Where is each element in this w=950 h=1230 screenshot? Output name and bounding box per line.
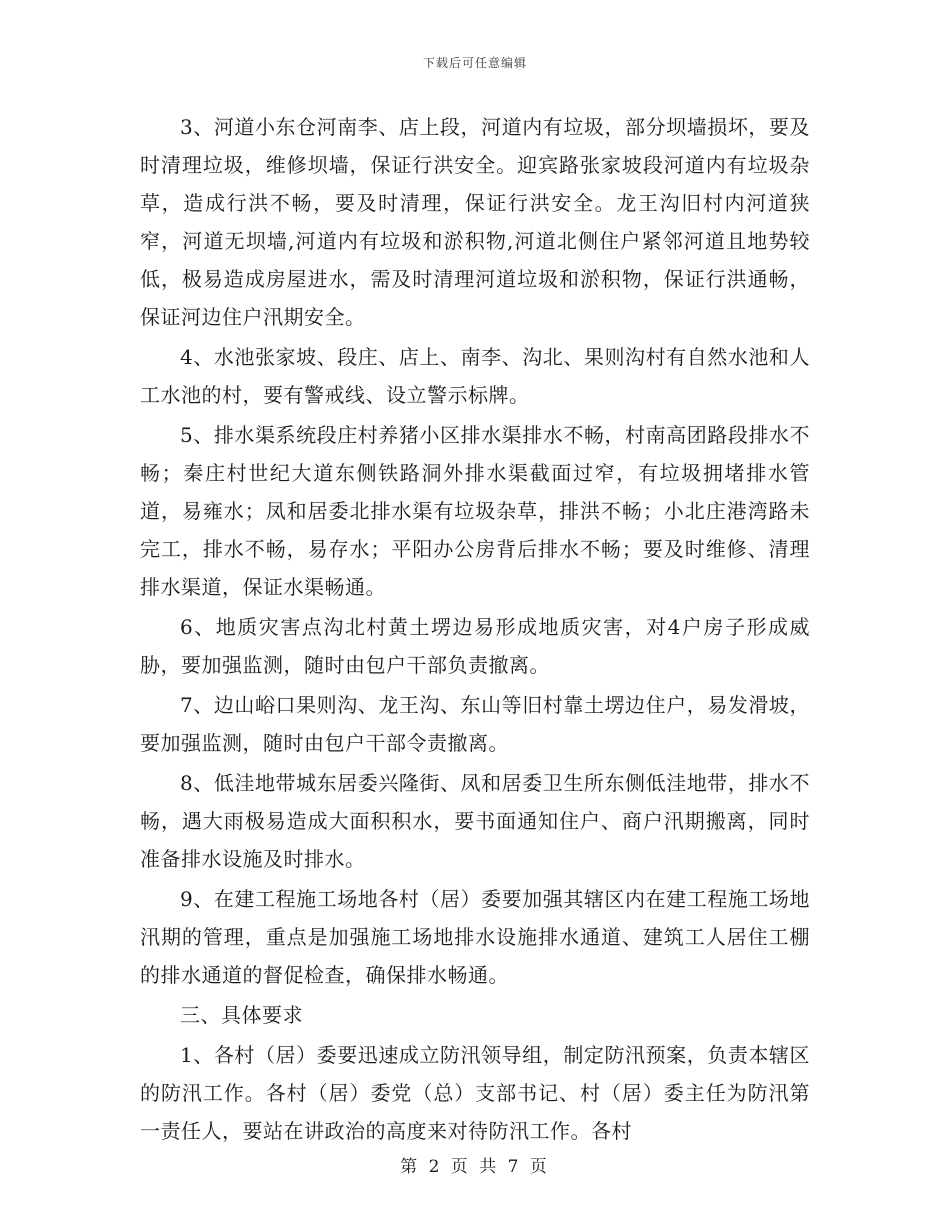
page-header: 下载后可任意编辑 <box>422 56 527 70</box>
paragraph-item-6: 6、地质灾害点沟北村黄土塄边易形成地质灾害，对4户房子形成威胁，要加强监测，随时由包户干部负责撤离。 <box>140 615 810 677</box>
requirement-item-1: 1、各村（居）委要迅速成立防汛领导组，制定防汛预案，负责本辖区的防汛工作。各村（居）委党（总）支部书记、村（居）委主任为防汛第一责任人，要站在讲政治的高度来对待防汛工作。各村 <box>140 1043 810 1143</box>
paragraph-item-4: 4、水池张家坡、段庄、店上、南李、沟北、果则沟村有自然水池和人工水池的村，要有警戒线、设立警示标牌。 <box>140 345 810 407</box>
section-heading: 三、具体要求 <box>180 1003 303 1027</box>
paragraph-item-9: 9、在建工程施工场地各村（居）委要加强其辖区内在建工程施工场地汛期的管理，重点是加强施工场地排水设施排水通道、建筑工人居住工棚的排水通道的督促检查，确保排水畅通。 <box>140 887 810 987</box>
paragraph-item-3: 3、河道小东仓河南李、店上段，河道内有垃圾，部分坝墙损坏，要及时清理垃圾，维修坝墙，保证行洪安全。迎宾路张家坡段河道内有垃圾杂草，造成行洪不畅，要及时清理，保证行洪安全。龙王沟旧村内河道狭窄，河道无坝墙,河道内有垃圾和淤积物,河道北侧住户紧邻河道且地势较低，极易造成房屋进水，需及时清理河道垃圾和淤积物，保证行洪通畅，保证河边住户汛期安全。 <box>140 115 810 329</box>
document-body <box>140 108 810 1150</box>
paragraph-item-8: 8、低洼地带城东居委兴隆街、凤和居委卫生所东侧低洼地带，排水不畅，遇大雨极易造成大面积积水，要书面通知住户、商户汛期搬离，同时准备排水设施及时排水。 <box>140 771 810 871</box>
page-number: 第 2 页 共 7 页 <box>400 1157 550 1177</box>
paragraph-item-5: 5、排水渠系统段庄村养猪小区排水渠排水不畅，村南高团路段排水不畅；秦庄村世纪大道东侧铁路洞外排水渠截面过窄，有垃圾拥堵排水管道，易雍水；凤和居委北排水渠有垃圾杂草，排洪不畅；小北庄港湾路未完工，排水不畅，易存水；平阳办公房背后排水不畅；要及时维修、清理排水渠道，保证水渠畅通。 <box>140 423 810 599</box>
paragraph-item-7: 7、边山峪口果则沟、龙王沟、东山等旧村靠土塄边住户，易发滑坡，要加强监测，随时由包户干部令责撤离。 <box>140 693 810 755</box>
